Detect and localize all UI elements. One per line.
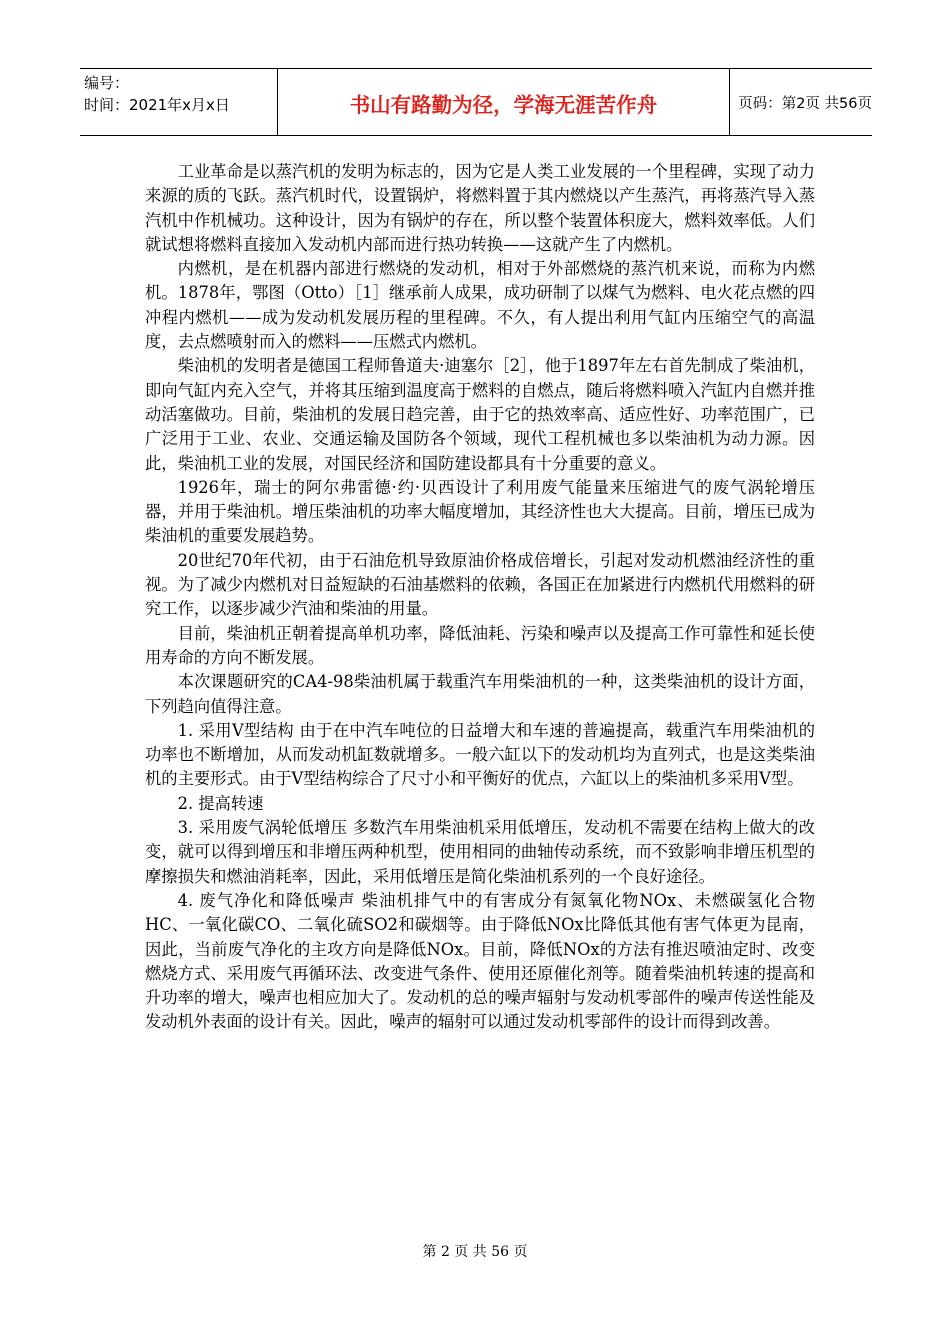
page-header <box>80 68 872 136</box>
header-motto: 书山有路勤为径，学海无涯苦作舟 <box>278 69 731 135</box>
paragraph-5: 20世纪70年代初，由于石油危机导致原油价格成倍增长，引起对发动机燃油经济性的重视。为了减少内燃机对日益短缺的石油基燃料的依赖，各国正在加紧进行内燃机代用燃料的研究工作，以逐步减少汽油和柴油的用量。 <box>145 550 815 619</box>
list-item-turbocharging: 3. 采用废气涡轮低增压 多数汽车用柴油机采用低增压，发动机不需要在结构上做大的改变，就可以得到增压和非增压两种机型，使用相同的曲轴传动系统，而不致影响非增压机型的摩擦损失和燃油消耗率，因此，采用低增压是简化柴油机系列的一个良好途径。 <box>145 818 815 886</box>
paragraph-6: 目前，柴油机正朝着提高单机功率，降低油耗、污染和噪声以及提高工作可靠性和延长使用寿命的方向不断发展。 <box>145 623 815 667</box>
page-footer: 第 2 页 共 56 页 <box>422 1244 528 1260</box>
list-item-raise-speed: 2. 提高转速 <box>177 793 264 813</box>
paragraph-1: 工业革命是以蒸汽机的发明为标志的，因为它是人类工业发展的一个里程碑，实现了动力来源的质的飞跃。蒸汽机时代，设置锅炉，将燃料置于其内燃烧以产生蒸汽，再将蒸汽导入蒸汽机中作机械功。这种设计，因为有锅炉的存在，所以整个装置体积庞大，燃料效率低。人们就试想将燃料直接加入发动机内部而进行热功转换——这就产生了内燃机。 <box>145 162 815 254</box>
list-item-emission-noise: 4. 废气净化和降低噪声 柴油机排气中的有害成分有氮氧化物NOx、未燃碳氢化合物HC、一氧化碳CO、二氧化硫SO2和碳烟等。由于降低NOx比降低其他有害气体更为昆南，因此，当前废气净化的主攻方向是降低NOx。目前，降低NOx的方法有推迟喷油定时、改变燃烧方式、采用废气再循环法、改变进气条件、使用还原催化剂等。随着柴油机转速的提高和升功率的增大，噪声也相应加大了。发动机的总的噪声辐射与发动机零部件的噪声传送性能及发动机外表面的设计有关。因此，噪声的辐射可以通过发动机零部件的设计而得到改善。 <box>145 890 815 1032</box>
document-date: 时间：2021年x月x日 <box>84 96 230 114</box>
paragraph-3: 柴油机的发明者是德国工程师鲁道夫·迪塞尔［2］，他于1897年左右首先制成了柴油机，即向气缸内充入空气，并将其压缩到温度高于燃料的自燃点，随后将燃料喷入汽缸内自燃并推动活塞做功。目前，柴油机的发展日趋完善，由于它的热效率高、适应性好、功率范围广，已广泛用于工业、农业、交通运输及国防各个领域，现代工程机械也多以柴油机为动力源。因此，柴油机工业的发展，对国民经济和国防建设都具有十分重要的意义。 <box>145 356 815 473</box>
header-meta <box>80 69 278 135</box>
list-item-v-structure: 1. 采用V型结构 由于在中汽车吨位的日益增大和车速的普遍提高，载重汽车用柴油机的功率也不断增加，从而发动机缸数就增多。一般六缸以下的发动机均为直列式，也是这类柴油机的主要形式。由于V型结构综合了尺寸小和平衡好的优点，六缸以上的柴油机多采用V型。 <box>145 720 815 789</box>
paragraph-2: 内燃机，是在机器内部进行燃烧的发动机，相对于外部燃烧的蒸汽机来说，而称为内燃机。1878年，鄂图（Otto）［1］继承前人成果，成功研制了以煤气为燃料、电火花点燃的四冲程内燃机——成为发动机发展历程的里程碑。不久，有人提出利用气缸内压缩空气的高温度，去点燃喷射而入的燃料——压燃式内燃机。 <box>145 259 815 352</box>
document-number: 编号： <box>84 74 130 92</box>
document-body <box>145 160 815 1035</box>
paragraph-4: 1926年，瑞士的阿尔弗雷德·约·贝西设计了利用废气能量来压缩进气的废气涡轮增压器，并用于柴油机。增压柴油机的功率大幅度增加，其经济性也大大提高。目前，增压已成为柴油机的重要发展趋势。 <box>145 477 815 546</box>
header-page-info: 页码：第2页 共56页 <box>738 95 872 112</box>
paragraph-7: 本次课题研究的CA4-98柴油机属于载重汽车用柴油机的一种，这类柴油机的设计方面，下列趋向值得注意。 <box>145 672 815 716</box>
